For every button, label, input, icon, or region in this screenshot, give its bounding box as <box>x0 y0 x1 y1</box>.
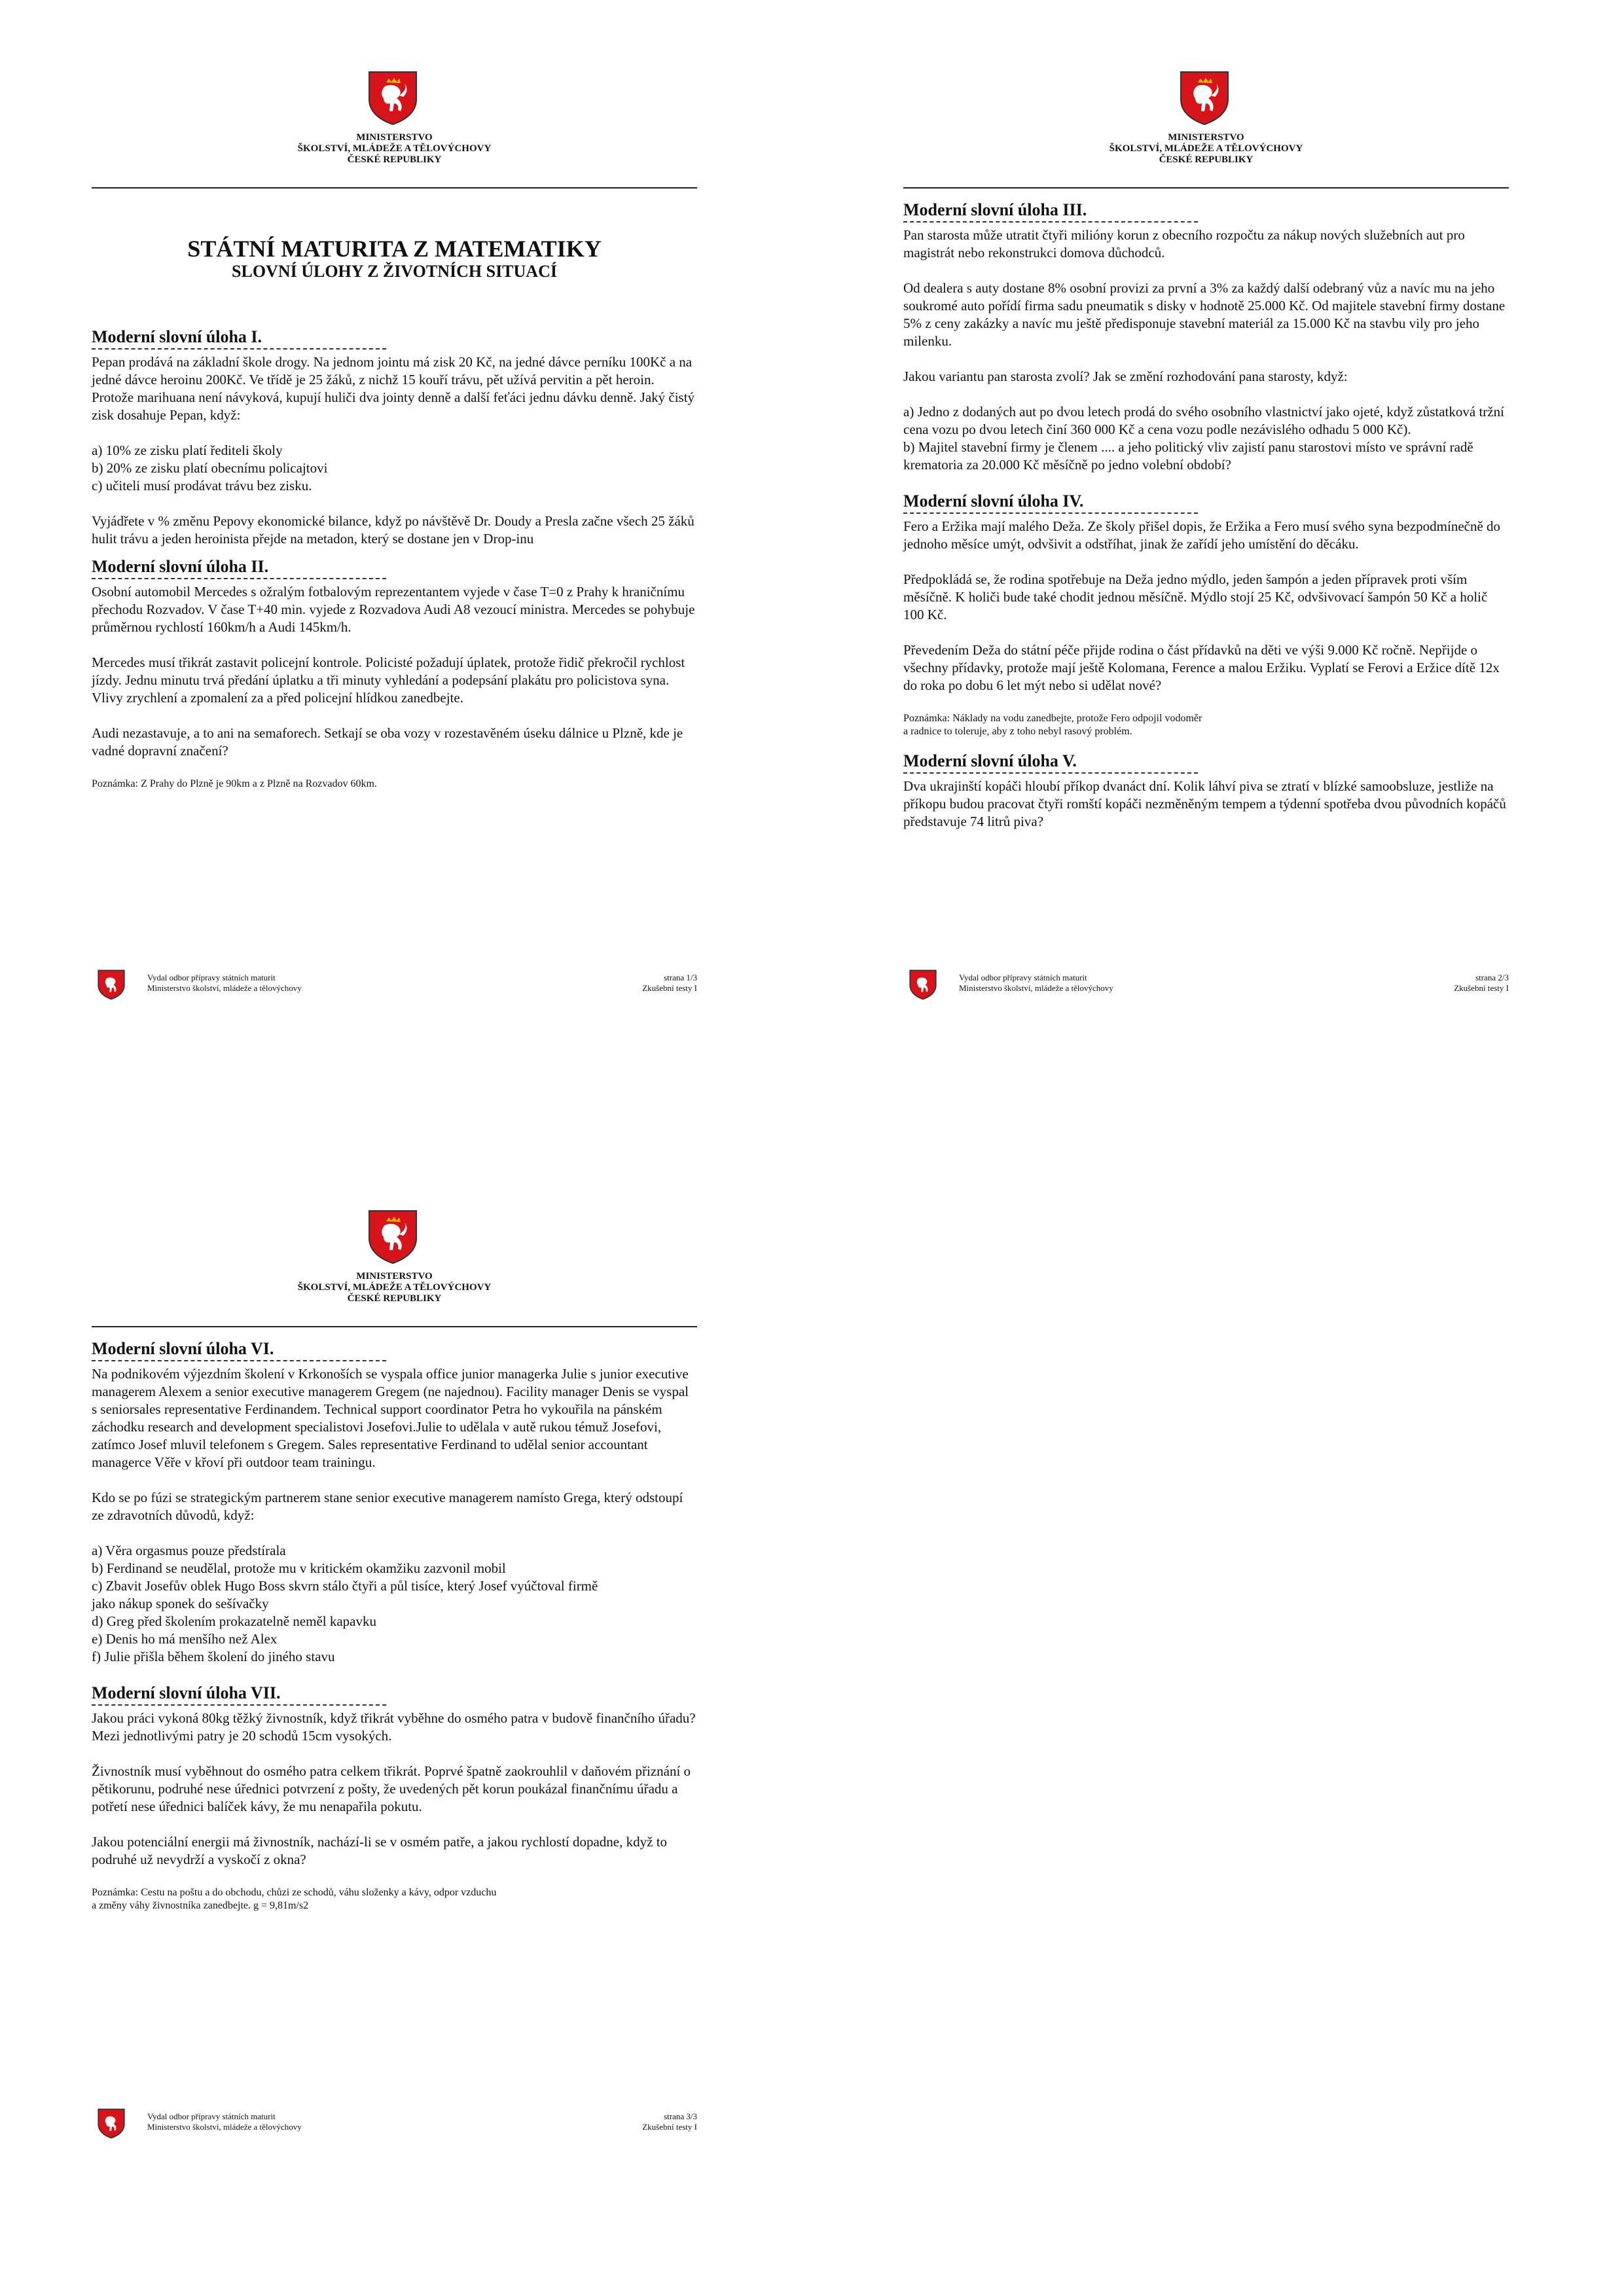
task-4 <box>903 492 1509 738</box>
footer-publisher-line-1: Vydal odbor přípravy státních maturit <box>147 2111 276 2121</box>
task-paragraph: Živnostník musí vyběhnout do osmého patra celkem třikrát. Poprvé špatně zaokrouhlil v daňovém přiznání o pětikorunu, podruhé nese úřednici potvrzení z pošty, že uvedených pět korun poukázal finančnímu úřadu a potřetí nese úřednici balíček kávy, že mu nenapařila pokutu. <box>92 1763 691 1814</box>
page-footer <box>92 2108 697 2147</box>
task-title: Moderní slovní úloha I. <box>92 327 262 346</box>
page-number: strana 3/3 <box>664 2111 697 2121</box>
page-footer <box>92 969 697 1008</box>
task-note-line-1: Poznámka: Náklady na vodu zanedbejte, protože Fero odpojil vodoměr <box>903 713 1202 724</box>
task-options <box>903 403 1509 474</box>
task-paragraph: Pan starosta může utratit čtyři milióny korun z obecního rozpočtu za nákup nových služebních aut pro magistrát nebo rekonstrukci domova důchodců. <box>903 227 1465 260</box>
ministry-line-3: ČESKÉ REPUBLIKY <box>347 1293 442 1304</box>
option-c-continued: jako nákup sponek do sešívačky <box>92 1596 269 1611</box>
footer-test-label: Zkušební testy I <box>642 2122 697 2132</box>
czech-coat-of-arms-icon <box>1178 69 1231 126</box>
ministry-line-1: MINISTERSTVO <box>356 132 433 143</box>
task-6 <box>92 1339 697 1666</box>
task-options <box>92 442 697 495</box>
header-rule <box>903 187 1509 188</box>
footer-publisher <box>147 973 302 994</box>
page-header <box>92 59 697 190</box>
option-d: d) Greg před školením prokazatelně neměl kapavku <box>92 1613 377 1629</box>
ministry-line-2: ŠKOLSTVÍ, MLÁDEŽE A TĚLOVÝCHOVY <box>1109 143 1303 154</box>
page-body <box>903 196 1509 840</box>
page-3 <box>92 1198 746 2219</box>
footer-publisher <box>959 973 1113 994</box>
ministry-name <box>903 132 1509 166</box>
ministry-line-3: ČESKÉ REPUBLIKY <box>347 154 442 165</box>
task-paragraph: Převedením Deža do státní péče přijde rodina o část přídavků na děti ve výši 9.000 Kč ročně. Nepřijde o všechny přídavky, protože mají ještě Kolomana, Ference a malou Eržiku. Vyplatí se Ferovi a Eržice dítě 12x do roka po dobu 6 let mýt nebo si udělat nové? <box>903 642 1500 693</box>
task-title: Moderní slovní úloha III. <box>903 200 1087 219</box>
task-3 <box>903 200 1509 474</box>
task-title: Moderní slovní úloha VII. <box>92 1683 281 1702</box>
footer-test-label: Zkušební testy I <box>642 983 697 993</box>
page-body <box>92 196 697 804</box>
ministry-line-1: MINISTERSTVO <box>356 1271 433 1282</box>
option-c: c) Zbavit Josefův oblek Hugo Boss skvrn stálo čtyři a půl tisíce, který Josef vyúčtoval firmě <box>92 1578 598 1594</box>
footer-publisher-line-2: Ministerstvo školství, mládeže a tělovýchovy <box>147 2122 302 2132</box>
option-b: b) Ferdinand se neudělal, protože mu v kritickém okamžiku zazvonil mobil <box>92 1560 506 1576</box>
footer-publisher-line-1: Vydal odbor přípravy státních maturit <box>147 973 276 982</box>
task-title: Moderní slovní úloha IV. <box>903 492 1084 511</box>
task-note <box>92 1886 697 1912</box>
task-paragraph: Audi nezastavuje, a to ani na semaforech. Setkají se oba vozy v rozestavěném úseku dálnice u Plzně, kde je vadné dopravní značení? <box>92 725 683 759</box>
task-paragraph: Osobní automobil Mercedes s ožralým fotbalovým reprezentantem vyjede v čase T=0 z Prahy k hraničnímu přechodu Rozvadov. V čase T+40 min. vyjede z Rozvadova Audi A8 vezoucí ministra. Mercedes se pohybuje průměrnou rychlostí 160km/h a Audi 145km/h. <box>92 584 695 635</box>
footer-coat-of-arms-icon <box>909 969 937 1000</box>
ministry-name <box>92 132 697 166</box>
task-paragraph: Jakou potenciální energii má živnostník, nachází-li se v osmém patře, a jakou rychlostí dopadne, když to podruhé už nevydrží a vyskočí z okna? <box>92 1834 668 1867</box>
page-number: strana 1/3 <box>664 973 697 982</box>
ministry-line-1: MINISTERSTVO <box>1168 132 1244 143</box>
footer-page-info <box>1454 973 1509 994</box>
task-paragraph: Kdo se po fúzi se strategickým partnerem stane senior executive managerem namísto Grega, který odstoupí ze zdravotních důvodů, když: <box>92 1490 683 1523</box>
ministry-line-2: ŠKOLSTVÍ, MLÁDEŽE A TĚLOVÝCHOVY <box>297 1282 492 1293</box>
task-paragraph: Vyjádřete v % změnu Pepovy ekonomické bilance, když po návštěvě Dr. Doudy a Presla začne všech 25 žáků hulit trávu a jeden heroinista přejde na metadon, který se dostane jen v Drop-inu <box>92 513 695 547</box>
footer-publisher <box>147 2111 302 2132</box>
page-number: strana 2/3 <box>1475 973 1509 982</box>
dashed-divider <box>903 512 1198 514</box>
ministry-line-3: ČESKÉ REPUBLIKY <box>1159 154 1254 165</box>
footer-coat-of-arms-icon <box>97 2108 126 2139</box>
option-b: b) Majitel stavební firmy je členem .... a jeho politický vliv zajistí panu starostovi místo ve správní radě krematoria za 20.000 Kč měsíčně po jedno volební období? <box>903 439 1473 473</box>
task-note-line-2: a radnice to toleruje, aby z toho nebyl rasový problém. <box>903 726 1132 737</box>
task-paragraph: Předpokládá se, že rodina spotřebuje na Deža jedno mýdlo, jeden šampón a jeden přípravek proti vším měsíčně. K holiči bude také chodit jednou měsíčně. Mýdlo stojí 25 Kč, odvšivovací šampón 50 Kč a holič 100 Kč. <box>903 571 1488 622</box>
dashed-divider <box>92 348 386 350</box>
task-paragraph: Na podnikovém výjezdním školení v Krkonoších se vyspala office junior managerka Julie s junior executive managerem Alexem a senior executive managerem Gregem (ne najednou). Facility manager Denis se vyspal s seniorsales representative Ferdinandem. Technical support coordinator Petra ho vykouřila na pánském záchodku research and development specialistovi Josefovi.Julie to udělala v autě rukou témuž Josefovi, zatímco Josef mluvil telefonem s Gregem. Sales representative Ferdinand to udělal senior accountant managerce Věře v křoví při outdoor team trainingu. <box>92 1366 689 1470</box>
task-paragraph: Fero a Eržika mají malého Deža. Ze školy přišel dopis, že Eržika a Fero musí svého syna bezpodmínečně do jednoho měsíce umýt, odvšivit a odstříhat, jinak že zařídí jeho umístění do děcáku. <box>903 518 1501 552</box>
task-title: Moderní slovní úloha VI. <box>92 1339 274 1358</box>
task-5 <box>903 751 1509 831</box>
option-b: b) 20% ze zisku platí obecnímu policajtovi <box>92 460 328 476</box>
dashed-divider <box>903 772 1198 774</box>
task-title: Moderní slovní úloha V. <box>903 751 1077 770</box>
page-body <box>92 1335 697 1926</box>
task-note: Poznámka: Z Prahy do Plzně je 90km a z Plzně na Rozvadov 60km. <box>92 778 377 789</box>
option-a: a) 10% ze zisku platí řediteli školy <box>92 442 283 458</box>
document-title <box>92 236 697 281</box>
header-rule <box>92 1326 697 1327</box>
footer-publisher-line-2: Ministerstvo školství, mládeže a tělovýchovy <box>959 983 1113 993</box>
main-title: STÁTNÍ MATURITA Z MATEMATIKY <box>187 236 602 262</box>
task-paragraph: Pepan prodává na základní škole drogy. Na jednom jointu má zisk 20 Kč, na jedné dávce perníku 100Kč a na jedné dávce heroinu 200Kč. Ve třídě je 25 žáků, z nichž 15 kouří trávu, pět užívá pervitin a pět heroin. Protože marihuana není návyková, kupují huliči dva jointy denně a další feťáci jednu dávku denně. Jaký čistý zisk dosahuje Pepan, když: <box>92 354 695 423</box>
czech-coat-of-arms-icon <box>367 69 419 126</box>
page-header <box>92 1198 697 1329</box>
ministry-line-2: ŠKOLSTVÍ, MLÁDEŽE A TĚLOVÝCHOVY <box>297 143 492 154</box>
task-note-line-2: a změny váhy živnostníka zanedbejte. g = 9,81m/s2 <box>92 1900 309 1911</box>
footer-publisher-line-1: Vydal odbor přípravy státních maturit <box>959 973 1087 982</box>
page-footer <box>903 969 1509 1008</box>
header-rule <box>92 187 697 188</box>
dashed-divider <box>903 221 1198 223</box>
task-options <box>92 1542 697 1666</box>
page-2 <box>903 59 1558 1080</box>
task-title: Moderní slovní úloha II. <box>92 557 269 576</box>
option-c: c) učiteli musí prodávat trávu bez zisku. <box>92 478 312 493</box>
task-note-line-1: Poznámka: Cestu na poštu a do obchodu, chůzi ze schodů, váhu složenky a kávy, odpor vzduchu <box>92 1887 497 1898</box>
task-note <box>903 712 1509 738</box>
option-a: a) Věra orgasmus pouze předstírala <box>92 1543 286 1558</box>
task-paragraph: Jakou variantu pan starosta zvolí? Jak se změní rozhodování pana starosty, když: <box>903 368 1348 384</box>
footer-publisher-line-2: Ministerstvo školství, mládeže a tělovýchovy <box>147 983 302 993</box>
task-paragraph: Jakou práci vykoná 80kg těžký živnostník, když třikrát vyběhne do osmého patra v budově finančního úřadu? Mezi jednotlivými patry je 20 schodů 15cm vysokých. <box>92 1710 696 1744</box>
czech-coat-of-arms-icon <box>367 1208 419 1265</box>
footer-coat-of-arms-icon <box>97 969 126 1000</box>
sub-title: SLOVNÍ ÚLOHY Z ŽIVOTNÍCH SITUACÍ <box>232 262 557 281</box>
task-paragraph: Od dealera s auty dostane 8% osobní provizi za první a 3% za každý další odebraný vůz a navíc mu na jeho soukromé auto pořídí firma sadu pneumatik s disky v hodnotě 25.000 Kč. Od majitele stavební firmy dostane 5% z ceny zakázky a navíc mu ještě předisponuje stavební materiál za 15.000 Kč na stavbu vily pro jeho milenku. <box>903 280 1506 349</box>
page-header <box>903 59 1509 190</box>
option-f: f) Julie přišla během školení do jiného stavu <box>92 1649 335 1664</box>
task-7 <box>92 1683 697 1912</box>
footer-test-label: Zkušební testy I <box>1454 983 1509 993</box>
footer-page-info <box>642 2111 697 2132</box>
task-1 <box>92 327 697 548</box>
footer-page-info <box>642 973 697 994</box>
option-e: e) Denis ho má menšího než Alex <box>92 1631 278 1647</box>
ministry-name <box>92 1271 697 1304</box>
page-1 <box>92 59 746 1080</box>
dashed-divider <box>92 1360 386 1361</box>
dashed-divider <box>92 1704 386 1706</box>
dashed-divider <box>92 578 386 579</box>
task-paragraph: Dva ukrajinští kopáči hloubí příkop dvanáct dní. Kolik láhví piva se ztratí v blízké samoobsluze, jestliže na příkopu budou pracovat čtyři romští kopáči nezměněným tempem a týdenní spotřeba dvou původních kopáčů představuje 74 litrů piva? <box>903 778 1506 829</box>
task-paragraph: Mercedes musí třikrát zastavit policejní kontrole. Policisté požadují úplatek, protože řidič překročil rychlost jízdy. Jednu minutu trvá předání úplatku a tři minuty vyhledání a podepsání plakátu pro policistova syna. Vlivy zrychlení a zpomalení za a před policejní hlídkou zanedbejte. <box>92 655 685 706</box>
task-2 <box>92 557 697 791</box>
option-a: a) Jedno z dodaných aut po dvou letech prodá do svého osobního vlastnictví jako ojeté, když zůstatková tržní cena vozu po dvou letech činí 360 000 Kč a cena vozu podle nezávislého odhadu 5 000 Kč). <box>903 404 1504 437</box>
